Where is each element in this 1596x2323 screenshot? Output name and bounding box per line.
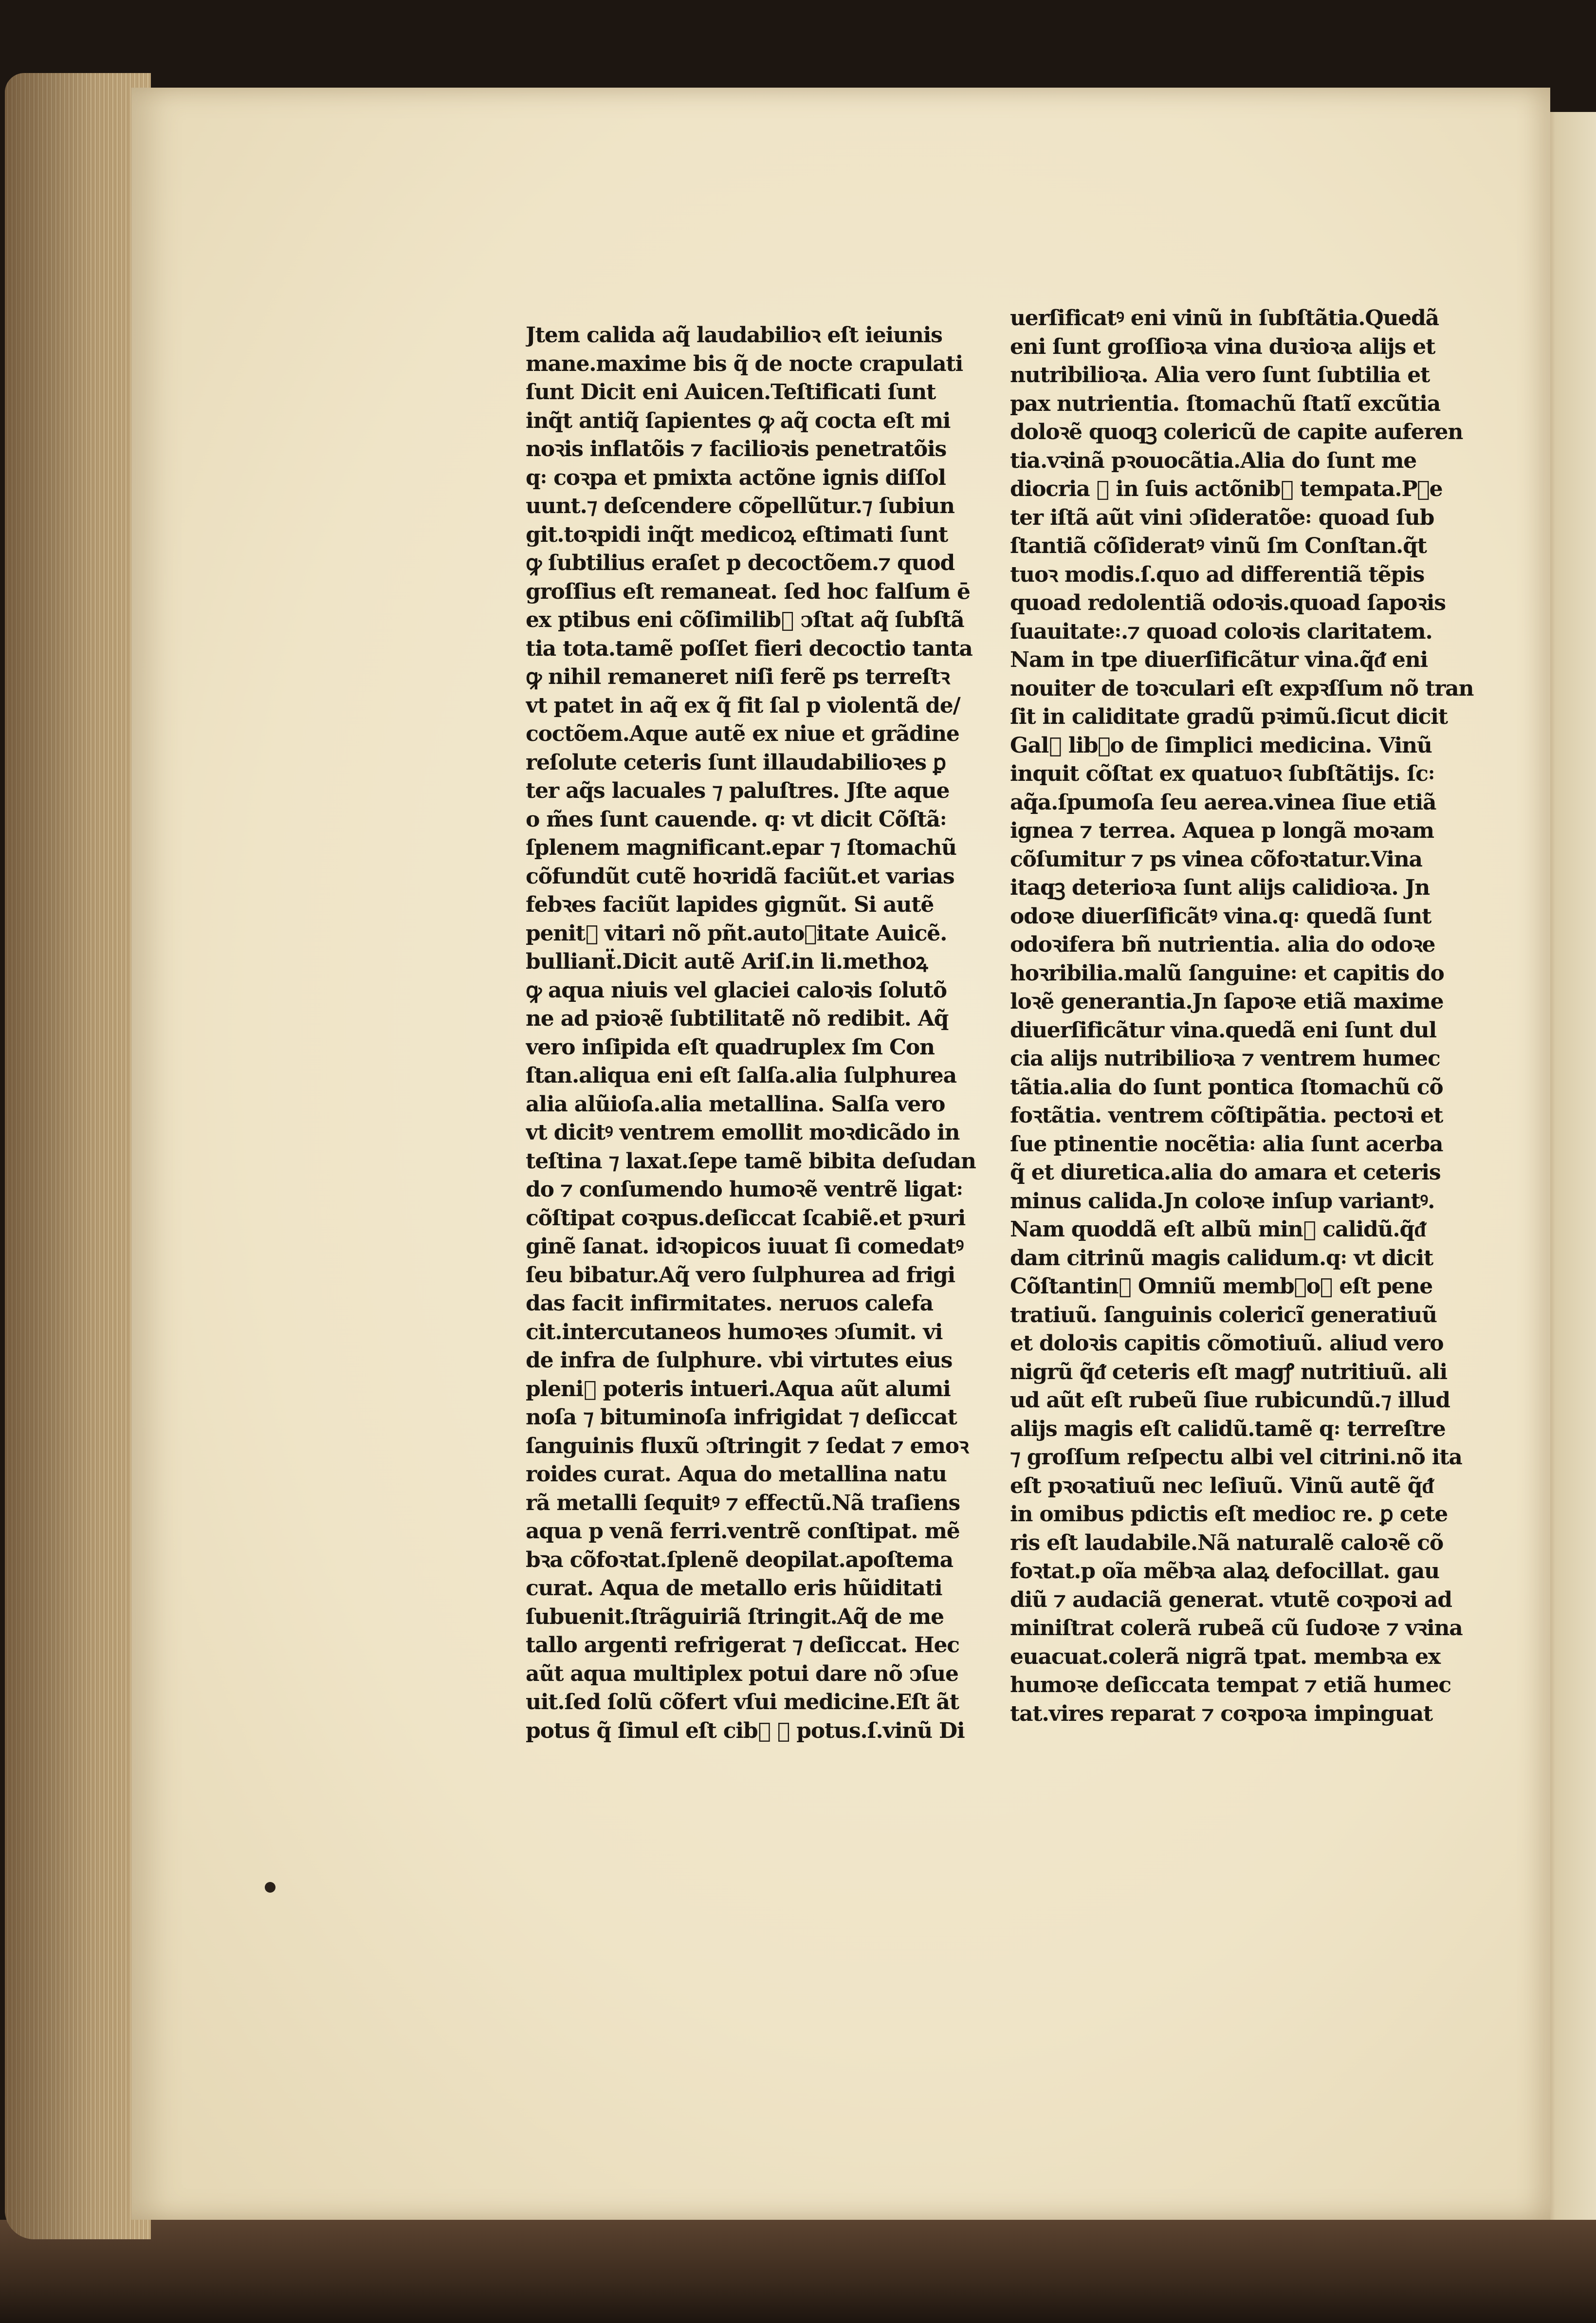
text-line: diuerſificãtur vina.quedã eni ſunt dul — [1010, 1017, 1436, 1043]
text-line: in omibus pdictis eſt medioc re. ꝑ cete — [1010, 1502, 1448, 1527]
text-line: ⁊ groſſum reſpectu albi vel citrini.nõ ita — [1010, 1445, 1462, 1470]
text-line: tãtia.alia do ſunt pontica ſtomachũ cõ — [1010, 1074, 1443, 1100]
text-line: cia alijs nutribilioꝛa ⁊ ventrem humec — [1010, 1046, 1440, 1071]
text-line: febꝛes faciũt lapides gignũt. Si autẽ — [526, 892, 934, 917]
text-line: pleni᷒ poteris intueri.Aqua aũt alumi — [526, 1376, 951, 1401]
text-line: Nam quoddã eſt albũ min᷒ calidũ.q̃ᵭ — [1010, 1217, 1426, 1242]
text-line: Nam in tpe diuerſificãtur vina.q̃ᵭ eni — [1010, 647, 1428, 672]
text-line: cõſtipat coꝛpus.deſiccat ſcabiẽ.et pꝛuri — [526, 1205, 966, 1231]
text-line: et doloꝛis capitis cõmotiuũ. aliud vero — [1010, 1331, 1444, 1356]
text-line: Cõſtantin᷒ Omniũ membꝛoꝝ eſt pene — [1010, 1274, 1433, 1299]
text-line: ginẽ ſanat. idꝛopicos iuuat ſi comedatꝰ — [526, 1234, 964, 1259]
text-line: ter iſtã aũt vini ↄſideratõe꞉ quoad ſub — [1010, 505, 1434, 530]
text-line: vt dicitꝰ ventrem emollit moꝛdicãdo in — [526, 1120, 960, 1145]
text-line: ne ad pꝛioꝛẽ ſubtilitatẽ nõ redibit. Aq̃ — [526, 1006, 949, 1031]
text-line: inquit cõſtat ex quatuoꝛ ſubſtãtijs. ſc꞉ — [1010, 761, 1435, 786]
text-line: tia tota.tamẽ poſſet fieri decoctio tanta — [526, 636, 972, 661]
text-line: ꝙ aqua niuis vel glaciei caloꝛis ſolutõ — [526, 977, 947, 1003]
text-line: curat. Aqua de metallo eris hũiditati — [526, 1576, 942, 1601]
text-line: ter aq̃s lacuales ⁊ paluſtres. Jſte aque — [526, 778, 950, 803]
text-line: cit.intercutaneos humoꝛes ↄſumit. vi — [526, 1319, 943, 1345]
text-line: noſa ⁊ bituminoſa infrigidat ⁊ deſiccat — [526, 1405, 957, 1430]
text-line: uit.ſed ſolũ cõfert vſui medicine.Eſt ãt — [526, 1690, 959, 1715]
text-line: aqua p venã ferri.ventrẽ conſtipat. mẽ — [526, 1519, 960, 1544]
text-line: ignea ⁊ terrea. Aquea p longã moꝛam — [1010, 818, 1434, 843]
text-line: bꝛa cõfoꝛtat.ſplenẽ deopilat.apoſtema — [526, 1547, 953, 1572]
text-line: ſplenem magnificant.epar ⁊ ſtomachũ — [526, 835, 956, 860]
text-line: ſue ptinentie nocẽtia꞉ alia ſunt acerba — [1010, 1131, 1443, 1157]
text-line: miniſtrat colerã rubeã cũ ſudoꝛe ⁊ vꝛina — [1010, 1616, 1463, 1641]
book-fore-edge-shadow — [5, 73, 151, 2239]
text-line: bullianẗ.Dicit autẽ Ariſ.in li.methoꝝ — [526, 949, 928, 974]
text-line: odoꝛe diuerſificãtꝰ vina.q꞉ quedã ſunt — [1010, 903, 1431, 929]
text-line: quoad redolentiã odoꝛis.quoad ſapoꝛis — [1010, 590, 1446, 615]
text-line: cõfundũt cutẽ hoꝛridã faciũt.et varias — [526, 864, 954, 889]
text-line: mane.maxime bis q̃ de nocte crapulati — [526, 351, 963, 376]
text-line: ſit in caliditate gradũ pꝛimũ.ſicut dicit — [1010, 704, 1448, 729]
text-line: Gal᷒ libꝛo de ſimplici medicina. Vinũ — [1010, 733, 1432, 758]
text-line: vero inſipida eſt quadruplex ſm Con — [526, 1034, 935, 1060]
text-line: tallo argenti refrigerat ⁊ deſiccat. Hec — [526, 1633, 959, 1658]
text-line: ſuauitate꞉.⁊ quoad coloꝛis claritatem. — [1010, 619, 1432, 644]
text-line: alia alũioſa.alia metallina. Salſa vero — [526, 1091, 945, 1117]
text-line: nigrũ q̃ᵭ ceteris eſt magꝭ nutritiuũ. ali — [1010, 1359, 1447, 1384]
text-line: odoꝛifera bñ nutrientia. alia do odoꝛe — [1010, 932, 1435, 957]
text-line: inq̃t antiq̃ ſapientes ꝙ aq̃ cocta eſt mi — [526, 408, 951, 433]
left-text-column — [526, 321, 993, 1745]
text-line: alijs magis eſt calidũ.tamẽ q꞉ terreſtre — [1010, 1416, 1446, 1441]
text-line: ſunt Dicit eni Auicen.Teſtificati ſunt — [526, 380, 936, 405]
text-line: tat.vires reparat ⁊ coꝛpoꝛa impinguat — [1010, 1701, 1433, 1726]
text-line: ſtantiã cõſideratꝰ vinũ ſm Conſtan.q̃t — [1010, 534, 1427, 558]
text-line: cõſumitur ⁊ ps vinea cõfoꝛtatur.Vina — [1010, 847, 1422, 872]
text-line: dam citrinũ magis calidum.q꞉ vt dicit — [1010, 1245, 1433, 1271]
text-line: eſt pꝛoꝛatiuũ nec leſiuũ. Vinũ autẽ q̃ᵭ — [1010, 1473, 1433, 1498]
text-line: q̃ et diuretica.alia do amara et ceteris — [1010, 1160, 1441, 1185]
text-line: eni ſunt groſſioꝛa vina duꝛioꝛa alijs et — [1010, 334, 1435, 359]
text-line: Jtem calida aq̃ laudabilioꝛ eſt ieiunis — [526, 323, 942, 348]
text-line: roides curat. Aqua do metallina natu — [526, 1462, 947, 1487]
text-line: diũ ⁊ audaciã generat. vtutẽ coꝛpoꝛi ad — [1010, 1587, 1452, 1612]
text-line: nutribilioꝛa. Alia vero ſunt ſubtilia et — [1010, 363, 1430, 387]
text-line: reſolute ceteris ſunt illaudabilioꝛes ꝑ — [526, 750, 946, 775]
text-line: penit᷒ vitari nõ pñt.autoꝛitate Auicẽ. — [526, 921, 947, 946]
text-line: aq̃a.ſpumoſa ſeu aerea.vinea ſiue etiã — [1010, 790, 1436, 815]
text-line: ꝙ ſubtilius eraſet p decoctõem.⁊ quod — [526, 551, 955, 575]
text-line: euacuat.colerã nigrã tpat. membꝛa ex — [1010, 1644, 1440, 1669]
text-line: itaqꝫ deterioꝛa ſunt alijs calidioꝛa. Jn — [1010, 875, 1430, 900]
text-line: tia.vꝛinã pꝛouocãtia.Alia do ſunt me — [1010, 448, 1417, 473]
text-line: uunt.⁊ deſcendere cõpellũtur.⁊ ſubiun — [526, 494, 954, 518]
text-line: ris eſt laudabile.Nã naturalẽ caloꝛẽ cõ — [1010, 1530, 1443, 1555]
text-line: das facit infirmitates. neruos calefa — [526, 1291, 933, 1316]
text-line: do ⁊ conſumendo humoꝛẽ ventrẽ ligat꞉ — [526, 1177, 963, 1202]
text-line: ſeu bibatur.Aq̃ vero ſulphurea ad frigi — [526, 1262, 955, 1288]
right-text-column — [1010, 304, 1497, 1728]
text-line: noꝛis inflatõis ⁊ facilioꝛis penetratõis — [526, 437, 947, 461]
text-line: coctõem.Aque autẽ ex niue et grãdine — [526, 721, 959, 746]
text-line: foꝛtat.p oĩa mẽbꝛa alaꝝ defocillat. gau — [1010, 1559, 1439, 1584]
text-line: vt patet in aq̃ ex q̃ fit ſal p violentã de/ — [526, 693, 960, 718]
text-line: aũt aqua multiplex potui dare nõ ↄſue — [526, 1661, 958, 1686]
text-line: teſtina ⁊ laxat.ſepe tamẽ bibita deſudan — [526, 1148, 976, 1174]
text-line: humoꝛe deſiccata tempat ⁊ etiã humec — [1010, 1673, 1451, 1697]
text-line: diocria ⁊ in ſuis actõnib᷒ tempata.Pꝛe — [1010, 477, 1443, 501]
text-line: tratiuũ. ſanguinis colericĩ generatiuũ — [1010, 1302, 1437, 1327]
text-line: o m̃es ſunt cauende. q꞉ vt dicit Cõſtã꞉ — [526, 807, 947, 832]
text-line: uerſificatꝰ eni vinũ in ſubſtãtia.Quedã — [1010, 306, 1439, 331]
text-line: potus q̃ ſimul eſt cib᷒ ⁊ potus.ſ.vinũ Di — [526, 1718, 965, 1743]
book-board-bottom — [0, 2220, 1596, 2323]
text-line: ſanguinis fluxũ ↄſtringit ⁊ ſedat ⁊ emoꝛ — [526, 1433, 969, 1458]
ink-spot — [265, 1882, 275, 1893]
text-line: groſſius eſt remaneat. ſed hoc falſum ē — [526, 579, 970, 604]
text-line: de infra de ſulphure. vbi virtutes eius — [526, 1348, 953, 1373]
text-line: ud aũt eſt rubeũ ſiue rubicundũ.⁊ illud — [1010, 1388, 1450, 1413]
text-line: rã metalli ſequitꝰ ⁊ effectũ.Nã traſiens — [526, 1490, 960, 1515]
text-line: foꝛtãtia. ventrem cõſtipãtia. pectoꝛi et — [1010, 1103, 1443, 1128]
text-line: git.toꝛpidi inq̃t medicoꝝ eſtimati ſunt — [526, 522, 948, 547]
text-line: hoꝛribilia.malũ ſanguine꞉ et capitis do — [1010, 960, 1444, 986]
text-line: pax nutrientia. ſtomachũ ſtatĩ excũtia — [1010, 391, 1441, 416]
text-line: loꝛẽ generantia.Jn ſapoꝛe etiã maxime — [1010, 989, 1444, 1014]
text-line: ex ptibus eni cõſimilib᷒ ↄſtat aq̃ ſubſtã — [526, 608, 964, 632]
text-line: doloꝛẽ quoqꝫ colericũ de capite auferen — [1010, 420, 1463, 444]
text-line: minus calida.Jn coloꝛe inſup variantꝰ. — [1010, 1188, 1435, 1214]
text-line: ſubuenit.ſtrãguiriã ſtringit.Aq̃ de me — [526, 1604, 944, 1629]
text-line: q꞉ coꝛpa et pmixta actõne ignis diſſol — [526, 465, 946, 490]
text-line: tuoꝛ modis.ſ.quo ad differentiã tẽpis — [1010, 562, 1425, 587]
text-line: nouiter de toꝛculari eſt expꝛſſum nõ tran — [1010, 676, 1474, 701]
text-line: ꝙ nihil remaneret niſi ferẽ ps terreſtꝛ — [526, 664, 950, 689]
text-line: ſtan.aliqua eni eſt ſalſa.alia ſulphurea — [526, 1063, 956, 1088]
